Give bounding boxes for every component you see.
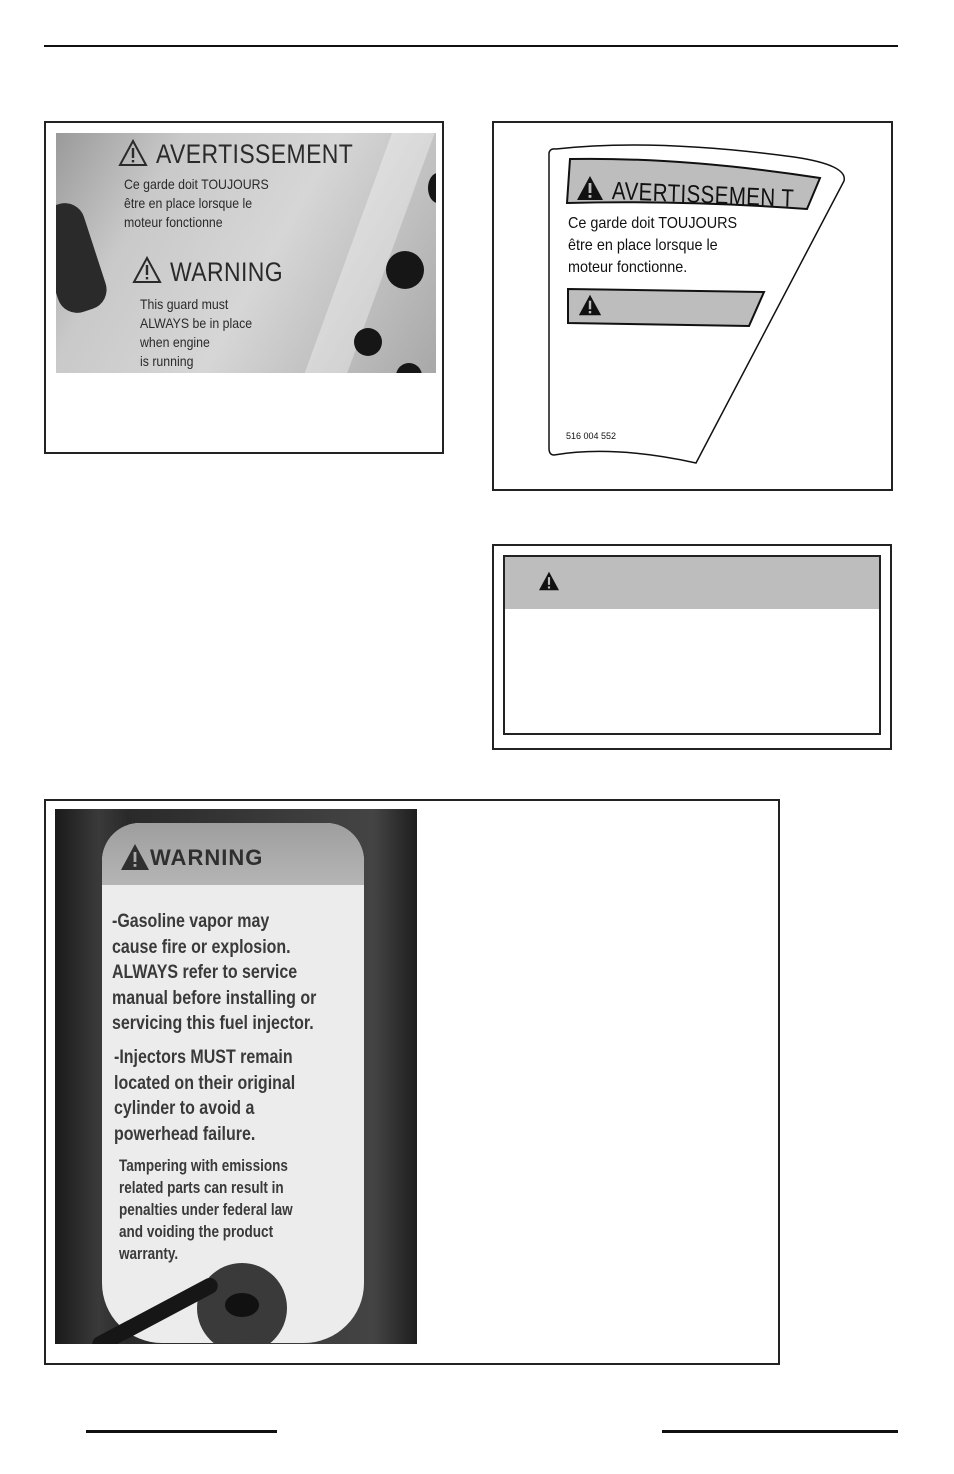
decal-heading: AVERTISSEMEN T <box>611 177 795 213</box>
guard-decal-photo <box>56 133 436 373</box>
footer-rule-left <box>86 1430 277 1433</box>
grommet <box>197 1263 287 1343</box>
warning-box-inner <box>503 555 881 735</box>
warning-triangle-icon <box>132 256 162 284</box>
label-block-2: -Injectors MUST remain located on their original cylinder to avoid a powerhead failure. <box>114 1046 296 1145</box>
english-warning-text: This guard must ALWAYS be in place when engine is running <box>140 296 253 369</box>
figure-injector-label-photo <box>44 799 780 1365</box>
warning-triangle-icon <box>120 843 150 871</box>
warning-box <box>492 544 892 750</box>
warning-triangle-icon <box>118 139 148 167</box>
english-warning-heading: WARNING <box>170 257 284 287</box>
french-warning-text: Ce garde doit TOUJOURS être en place lorsque le moteur fonctionne <box>124 176 269 230</box>
label-block-3: Tampering with emissions related parts can result in penalties under federal law and voiding the product warranty. <box>119 1157 293 1263</box>
warning-box-header <box>505 557 879 609</box>
warning-triangle-icon <box>576 175 604 201</box>
injector-warning-label <box>102 823 364 1343</box>
label-block-1: -Gasoline vapor may cause fire or explosion. ALWAYS refer to service manual before installing or servicing this fuel injector. <box>112 910 317 1034</box>
decal-text: Ce garde doit TOUJOURS être en place lorsque le moteur fonctionne. <box>568 215 738 276</box>
header-rule <box>44 45 898 47</box>
figure-decal-drawing <box>492 121 893 491</box>
decal-part-number: 516 004 552 <box>566 431 617 441</box>
footer-rule-right <box>662 1430 898 1433</box>
warning-triangle-icon <box>538 571 560 591</box>
french-warning-heading: AVERTISSEMENT <box>156 139 354 169</box>
decal-outline <box>494 123 891 489</box>
figure-guard-photo <box>44 121 444 454</box>
injector-label-photo <box>55 809 417 1344</box>
label-heading: WARNING <box>150 845 264 870</box>
warning-triangle-icon <box>578 293 602 317</box>
